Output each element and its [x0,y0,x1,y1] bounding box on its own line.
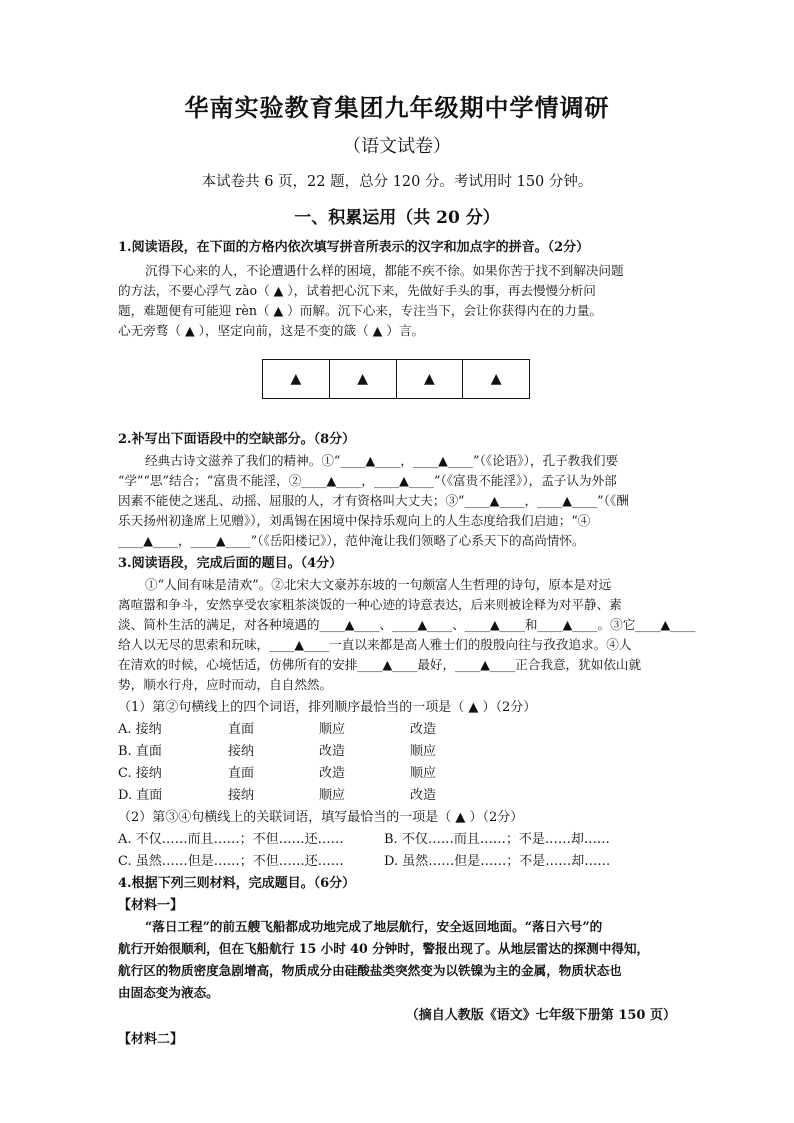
question-2-line: 因素不能使之迷乱、动摇、屈服的人，才有资格叫大丈夫；③“____▲____，____▲____”（《酬 [118,493,629,508]
question-2-line: ____▲____，____▲____”（《岳阳楼记》），范仲淹让我们领略了心系天下的高尚情怀。 [118,533,585,548]
option-word: 改造 [319,766,346,781]
option-word: 改造 [410,788,437,803]
option-word: 改造 [319,744,346,759]
material-1-line: 航行区的物质密度急剧增高，物质成分由硅酸盐类突然变为以铁镍为主的金属，物质状态也 [118,963,622,978]
option-word: 顺应 [410,744,437,759]
question-1-line: 沉得下心来的人，不论遭遇什么样的困境，都能不疾不徐。如果你苦于找不到解决问题 [145,263,624,278]
question-2-stem: 2.补写出下面语段中的空缺部分。（8分） [118,432,356,447]
option-b2[interactable]: B. 不仅……而且……；不是……却…… [384,832,610,847]
question-2-line: 乐天扬州初逢席上见赠》），刘禹锡在困境中保持乐观向上的人生态度给我们启迪；“④ [118,513,591,528]
answer-box[interactable]: ▲ [263,360,330,398]
exam-info: 本试卷共 6 页，22 题，总分 120 分。考试用时 150 分钟。 [201,174,593,190]
answer-box[interactable]: ▲ [397,360,464,398]
question-2-line: “学”“思”结合；“富贵不能淫，②____▲____，____▲____”（《富贵不能淫》），孟子认为外部 [118,473,617,488]
question-3-line: 在清欢的时候，心境恬适，仿佛所有的安排____▲____最好，____▲____正合我意，犹如依山就 [118,657,642,672]
question-3-sub1: （1）第②句横线上的四个词语，排列顺序最恰当的一项是（ ▲ ）（2分） [118,700,537,715]
material-1-line: “落日工程”的前五艘飞船都成功地完成了地层航行，安全返回地面。“落日六号”的 [145,919,603,934]
option-word: 顺应 [410,766,437,781]
question-3-line: 给人以无尽的思索和玩味，____▲____一直以来都是高人雅士们的殷殷向往与孜孜追求。④人 [118,637,632,652]
question-1-stem: 1.阅读语段，在下面的方格内依次填写拼音所表示的汉字和加点字的拼音。（2分） [118,240,590,255]
material-2-title: 【材料二】 [118,1032,184,1047]
page-title: 华南实验教育集团九年级期中学情调研 [184,93,610,122]
option-word: 顺应 [319,722,346,737]
question-2-line: 经典古诗文滋养了我们的精神。①“____▲____，____▲____”（《论语》），孔子教我们要 [145,453,619,468]
option-label[interactable]: C. 接纳 [118,766,162,781]
option-label[interactable]: A. 接纳 [118,722,162,737]
question-3-line: 势，顺水行舟，应时而动，自自然然。 [118,677,333,692]
question-4-stem: 4.根据下列三则材料，完成题目。（6分） [118,876,356,891]
option-word: 顺应 [319,788,346,803]
material-1-title: 【材料一】 [118,898,184,913]
option-word: 接纳 [228,788,255,803]
option-d2[interactable]: D. 虽然……但是……；不是……却…… [384,854,611,869]
option-a2[interactable]: A. 不仅……而且……；不但……还…… [118,832,344,847]
section-heading: 一、积累运用（共 20 分） [294,208,500,228]
page-subtitle: （语文试卷） [343,136,451,157]
option-word: 改造 [410,722,437,737]
option-word: 直面 [228,722,255,737]
material-1-line: 由固态变为液态。 [118,985,219,1000]
question-3-line: 淡、简朴生活的满足，对各种境遇的____▲____、____▲____、____▲____和____▲____。③它____▲____ [118,617,696,632]
answer-boxes [262,359,530,399]
option-label[interactable]: D. 直面 [118,788,163,803]
question-3-line: 离喧嚣和争斗，安然享受农家粗茶淡饭的一种心迹的诗意表达，后来则被诠释为对平静、素 [118,597,622,612]
question-1-line: 题，难题便有可能迎 rèn（ ▲ ）而解。沉下心来，专注当下，会让你获得内在的力量。 [118,303,603,318]
question-1-line: 的方法，不要心浮气 zào（ ▲ ），试着把心沉下来，先做好手头的事，再去慢慢分析问 [118,283,596,298]
question-3-stem: 3.阅读语段，完成后面的题目。（4分） [118,556,343,571]
option-word: 直面 [228,766,255,781]
answer-box[interactable]: ▲ [490,371,502,387]
question-1-line: 心无旁骛（ ▲ ），坚定向前，这是不变的箴（ ▲ ）言。 [118,323,425,338]
option-label[interactable]: B. 直面 [118,744,162,759]
material-1-line: 航行开始很顺利，但在飞船航行 15 小时 40 分钟时，警报出现了。从地层雷达的探测中得知， [118,941,650,956]
option-word: 接纳 [228,744,255,759]
answer-box[interactable]: ▲ [330,360,397,398]
question-3-sub2: （2）第③④句横线上的关联词语，填写最恰当的一项是（ ▲ ）（2分） [118,810,524,825]
question-3-line: ①“人间有味是清欢”。②北宋大文豪苏东坡的一句颇富人生哲理的诗句，原本是对远 [145,577,612,592]
material-1-source: （摘自人教版《语文》七年级下册第 150 页） [405,1008,676,1023]
option-c2[interactable]: C. 虽然……但是……；不但……还…… [118,854,344,869]
